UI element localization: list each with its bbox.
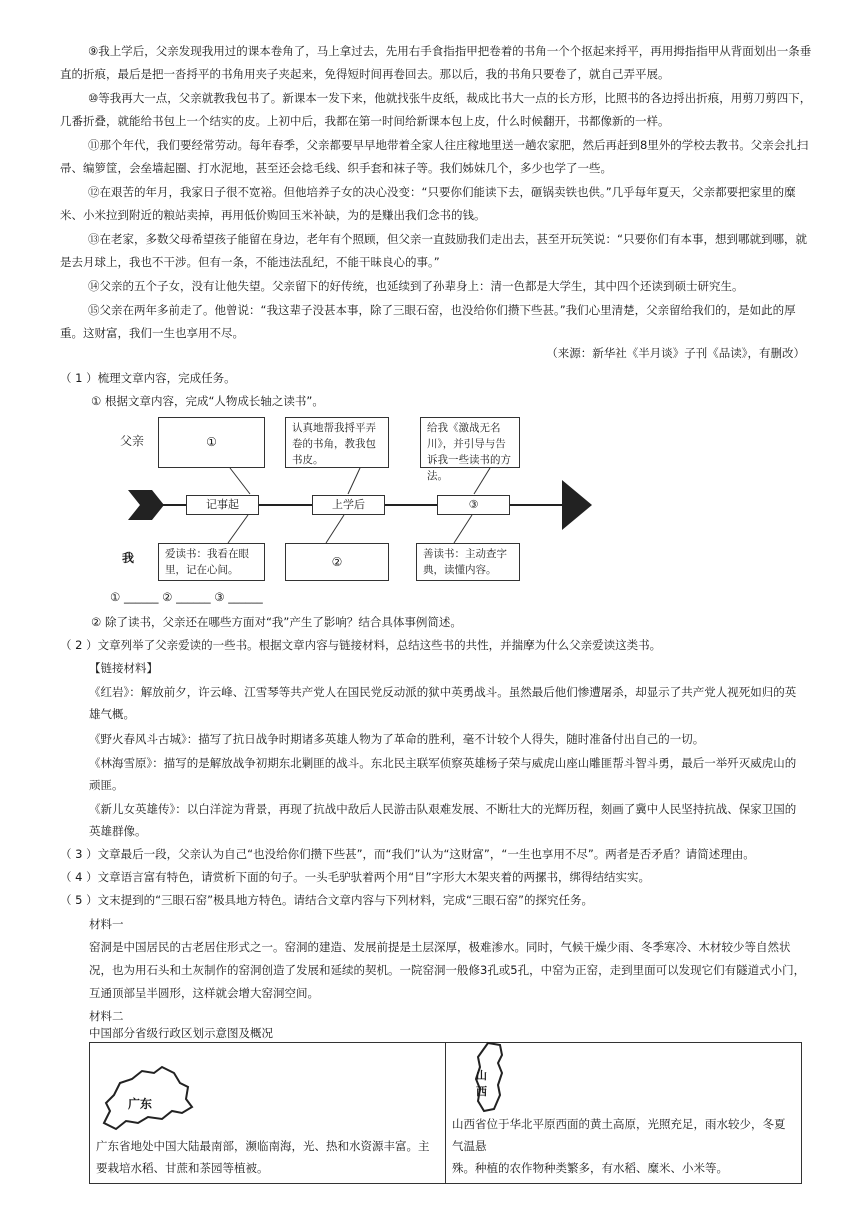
material-1-line-2: 况，也为用石头和土灰制作的窑洞创造了发展和延续的契机。一院窑洞一般修3孔或5孔，中窑为正窑，走到里面可以发现它们有隧道式小门， bbox=[89, 963, 806, 977]
father-box-3: 给我《激战无名川》，并引导与告诉我一些读书的方法。 bbox=[420, 417, 520, 468]
axis-node-1: 记事起 bbox=[186, 495, 259, 515]
shanxi-map-label-2: 西 bbox=[476, 1085, 487, 1098]
guangdong-desc-line-1: 广东省地处中国大陆最南部，濒临南海，光、热和水资源丰富。主 bbox=[96, 1139, 430, 1153]
book-3-line-1: 《林海雪原》：描写的是解放战争初期东北剿匪的战斗。东北民主联军侦察英雄杨子荣与威虎山座山雕匪帮斗智斗勇，最后一举歼灭威虎山的 bbox=[89, 756, 797, 770]
book-3-line-2: 顽匪。 bbox=[89, 778, 124, 792]
shanxi-desc-line-2: 殊。种植的农作物种类繁多，有水稻、糜米、小米等。 bbox=[452, 1161, 728, 1175]
material-2-title: 材料二 bbox=[89, 1009, 124, 1023]
shanxi-map-label-1: 山 bbox=[476, 1069, 487, 1082]
label-father: 父亲 bbox=[120, 434, 145, 448]
axis-tail-chevron bbox=[128, 490, 164, 520]
book-2: 《野火春风斗古城》：描写了抗日战争时期诸多英雄人物为了革命的胜利，毫不计较个人得失，随时准备付出自己的一切。 bbox=[89, 732, 705, 746]
paragraph-11-line-1: ⑪那个年代，我们要经常劳动。每年春季，父亲都要早早地带着全家人往庄稼地里送一趟农家肥，然后再赶到8里外的学校去教书。父亲会扎扫 bbox=[88, 138, 809, 152]
material-1-line-1: 窑洞是中国居民的古老居住形式之一。窑洞的建造、发展前提是土层深厚，极难渗水。同时，气候干燥少雨、冬季寒冷、木材较少等自然状 bbox=[89, 940, 791, 954]
label-me: 我 bbox=[122, 551, 135, 565]
paragraph-9-line-1: ⑨我上学后，父亲发现我用过的课本卷角了，马上拿过去，先用右手食指指甲把卷着的书角一个个抠起来捋平，再用拇指指甲从背面划出一条垂 bbox=[88, 44, 812, 58]
province-table bbox=[89, 1042, 802, 1184]
axis-node-3: ③ bbox=[437, 495, 510, 515]
question-2-title: （ 2 ）文章列举了父亲爱读的一些书。根据文章内容与链接材料，总结这些书的共性，并揣摩为什么父亲爱读这类书。 bbox=[60, 638, 662, 652]
paragraph-15-line-1: ⑮父亲在两年多前走了。他曾说：“我这辈子没甚本事，除了三眼石窑，也没给你们攒下些甚。”我们心里清楚，父亲留给我们的，是如此的厚 bbox=[88, 303, 796, 317]
guangdong-map bbox=[96, 1069, 439, 1135]
book-4-line-1: 《新儿女英雄传》：以白洋淀为背景，再现了抗战中敌后人民游击队艰难发展、不断壮大的光辉历程，刻画了冀中人民坚持抗战、保家卫国的 bbox=[89, 802, 797, 816]
question-3: （ 3 ）文章最后一段，父亲认为自己“也没给你们攒下些甚”，而“我们”认为“这财富”，“一生也享用不尽”。两者是否矛盾？请简述理由。 bbox=[60, 847, 755, 861]
material-2-caption: 中国部分省级行政区划示意图及概况 bbox=[89, 1026, 273, 1040]
axis-node-2: 上学后 bbox=[312, 495, 385, 515]
father-box-1: ① bbox=[158, 417, 265, 468]
axis-arrow-head bbox=[562, 480, 592, 530]
shanxi-map-icon bbox=[462, 1039, 522, 1115]
paragraph-12-line-1: ⑫在艰苦的年月，我家日子很不宽裕。但他培养子女的决心没变：“只要你们能读下去，砸锅卖铁也供。”几乎每年夏天，父亲都要把家里的糜 bbox=[88, 185, 796, 199]
paragraph-9-line-2: 直的折痕，最后是把一沓捋平的书角用夹子夹起来，免得短时间再卷回去。那以后，我的书角只要卷了，就自己弄平展。 bbox=[60, 67, 670, 81]
shanxi-map bbox=[452, 1047, 795, 1113]
shanxi-desc-line-1: 山西省位于华北平原西面的黄土高原，光照充足，雨水较少，冬夏气温悬 bbox=[452, 1117, 786, 1153]
guangdong-map-label: 广东 bbox=[128, 1097, 153, 1111]
source-note: （来源：新华社《半月谈》子刊《品读》，有删改） bbox=[546, 346, 805, 360]
me-box-3: 善读书：主动查字典，读懂内容。 bbox=[416, 543, 520, 581]
link-material-title: 【链接材料】 bbox=[89, 661, 158, 675]
question-1-sub-2: ② 除了读书，父亲还在哪些方面对“我”产生了影响？结合具体事例简述。 bbox=[91, 615, 462, 629]
book-4-line-2: 英雄群像。 bbox=[89, 824, 147, 838]
book-1-line-2: 雄气概。 bbox=[89, 707, 135, 721]
paragraph-14: ⑭父亲的五个子女，没有让他失望。父亲留下的好传统，也延续到了孙辈身上：清一色都是大学生，其中四个还读到硕士研究生。 bbox=[88, 279, 744, 293]
question-1-sub-1: ① 根据文章内容，完成“人物成长轴之读书”。 bbox=[91, 394, 324, 408]
guangdong-desc-line-2: 要栽培水稻、甘蔗和茶园等植被。 bbox=[96, 1161, 269, 1175]
guangdong-cell bbox=[90, 1043, 446, 1184]
father-box-2: 认真地帮我捋平弄卷的书角，教我包书皮。 bbox=[285, 417, 389, 468]
paragraph-13-line-2: 是去月球上，我也不干涉。但有一条，不能违法乱纪，不能干昧良心的事。” bbox=[60, 255, 440, 269]
question-4: （ 4 ）文章语言富有特色，请赏析下面的句子。一头毛驴驮着两个用“目”字形大木架夹着的两摞书，绑得结结实实。 bbox=[60, 870, 651, 884]
paragraph-11-line-2: 帚、编箩筐，会垒墙起圈、打水泥地，甚至还会捻毛线、织手套和袜子等。我们姊妹几个，多少也学了一些。 bbox=[60, 161, 612, 175]
book-1-line-1: 《红岩》：解放前夕，许云峰、江雪琴等共产党人在国民党反动派的狱中英勇战斗。虽然最后他们惨遭屠杀，却显示了共产党人视死如归的英 bbox=[89, 685, 797, 699]
answer-blanks[interactable]: ① ______ ② ______ ③ ______ bbox=[110, 590, 263, 604]
paragraph-10-line-1: ⑩等我再大一点，父亲就教我包书了。新课本一发下来，他就找张牛皮纸，裁成比书大一点的长方形，比照书的各边捋出折痕，用剪刀剪四下， bbox=[88, 91, 812, 105]
shanxi-cell bbox=[446, 1043, 802, 1184]
paragraph-15-line-2: 重。这财富，我们一生也享用不尽。 bbox=[60, 326, 244, 340]
me-box-2: ② bbox=[285, 543, 389, 581]
paragraph-12-line-2: 米、小米拉到附近的粮站卖掉，再用低价购回玉米补缺，为的是赚出我们念书的钱。 bbox=[60, 208, 486, 222]
question-5-title: （ 5 ）文末提到的“三眼石窑”极具地方特色。请结合文章内容与下列材料，完成“三眼石窑”的探究任务。 bbox=[60, 893, 593, 907]
material-1-title: 材料一 bbox=[89, 917, 124, 931]
material-1-line-3: 互通顶部呈半圆形，这样就会增大窑洞空间。 bbox=[89, 986, 319, 1000]
question-1-title: （ 1 ）梳理文章内容，完成任务。 bbox=[60, 371, 236, 385]
paragraph-13-line-1: ⑬在老家，多数父母希望孩子能留在身边，老年有个照顾，但父亲一直鼓励我们走出去，甚至开玩笑说：“只要你们有本事，想到哪就到哪，就 bbox=[88, 232, 807, 246]
paragraph-10-line-2: 几番折叠，就能给书包上一个结实的皮。上初中后，我都在第一时间给新课本包上皮，什么时候翻开，书都像新的一样。 bbox=[60, 114, 670, 128]
me-box-1: 爱读书：我看在眼里，记在心间。 bbox=[158, 543, 265, 581]
